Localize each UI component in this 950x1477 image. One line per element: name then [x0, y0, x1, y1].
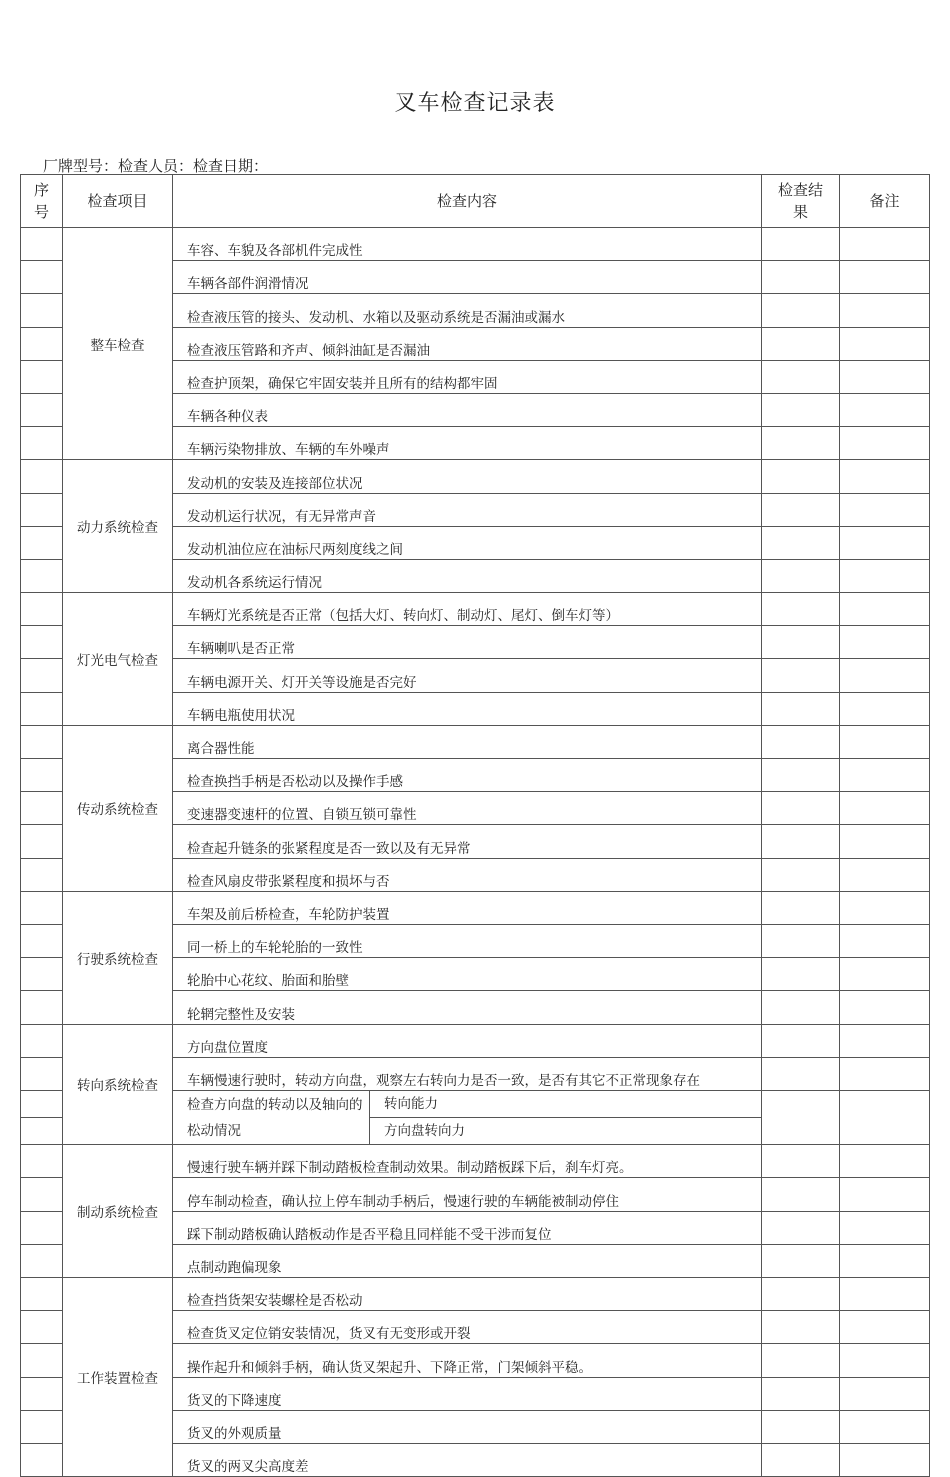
check-item: 同一桥上的车轮轮胎的一致性 — [173, 924, 762, 957]
seq-cell[interactable] — [21, 1145, 63, 1178]
note-cell[interactable] — [840, 228, 930, 261]
result-cell[interactable] — [762, 1090, 840, 1144]
seq-cell[interactable] — [21, 1278, 63, 1311]
seq-cell[interactable] — [21, 692, 63, 725]
split-sub-item: 转向能力 — [370, 1090, 762, 1117]
note-cell[interactable] — [840, 1311, 930, 1344]
note-cell[interactable] — [840, 526, 930, 559]
check-item: 检查挡货架安装螺栓是否松动 — [173, 1278, 762, 1311]
note-cell[interactable] — [840, 924, 930, 957]
seq-cell[interactable] — [21, 626, 63, 659]
category-cell: 转向系统检查 — [63, 1024, 173, 1145]
note-cell[interactable] — [840, 1057, 930, 1090]
note-cell[interactable] — [840, 659, 930, 692]
seq-cell[interactable] — [21, 1311, 63, 1344]
result-cell[interactable] — [762, 825, 840, 858]
check-item: 发动机运行状况，有无异常声音 — [173, 493, 762, 526]
note-cell[interactable] — [840, 261, 930, 294]
check-item: 车架及前后桥检查，车轮防护装置 — [173, 891, 762, 924]
note-cell[interactable] — [840, 958, 930, 991]
note-cell[interactable] — [840, 1211, 930, 1244]
category-cell: 灯光电气检查 — [63, 593, 173, 726]
seq-cell[interactable] — [21, 228, 63, 261]
note-cell[interactable] — [840, 991, 930, 1024]
note-cell[interactable] — [840, 759, 930, 792]
check-item: 发动机各系统运行情况 — [173, 559, 762, 592]
table-row — [21, 725, 930, 758]
seq-cell[interactable] — [21, 493, 63, 526]
result-cell[interactable] — [762, 692, 840, 725]
result-cell[interactable] — [762, 493, 840, 526]
table-body — [21, 228, 930, 1477]
note-cell[interactable] — [840, 1278, 930, 1311]
result-cell[interactable] — [762, 1311, 840, 1344]
note-cell[interactable] — [840, 593, 930, 626]
seq-cell[interactable] — [21, 1178, 63, 1211]
seq-cell[interactable] — [21, 891, 63, 924]
check-item: 变速器变速杆的位置、自锁互锁可靠性 — [173, 792, 762, 825]
table-row — [21, 1278, 930, 1311]
seq-cell[interactable] — [21, 659, 63, 692]
check-item: 车辆喇叭是否正常 — [173, 626, 762, 659]
result-cell[interactable] — [762, 393, 840, 426]
seq-cell[interactable] — [21, 958, 63, 991]
seq-cell[interactable] — [21, 559, 63, 592]
result-cell[interactable] — [762, 327, 840, 360]
seq-cell[interactable] — [21, 1377, 63, 1410]
note-cell[interactable] — [840, 327, 930, 360]
check-item: 慢速行驶车辆并踩下制动踏板检查制动效果。制动踏板踩下后，刹车灯亮。 — [173, 1145, 762, 1178]
result-cell[interactable] — [762, 725, 840, 758]
seq-cell[interactable] — [21, 1024, 63, 1057]
seq-cell[interactable] — [21, 792, 63, 825]
form-meta-line: 厂牌型号：检查人员：检查日期： — [43, 157, 269, 175]
table-row — [21, 1024, 930, 1057]
check-item: 检查护顶架，确保它牢固安装并且所有的结构都牢固 — [173, 360, 762, 393]
note-cell[interactable] — [840, 559, 930, 592]
note-cell[interactable] — [840, 891, 930, 924]
seq-cell[interactable] — [21, 393, 63, 426]
result-cell[interactable] — [762, 792, 840, 825]
result-cell[interactable] — [762, 294, 840, 327]
check-item: 检查货叉定位销安装情况，货叉有无变形或开裂 — [173, 1311, 762, 1344]
note-cell[interactable] — [840, 626, 930, 659]
note-cell[interactable] — [840, 427, 930, 460]
seq-cell[interactable] — [21, 991, 63, 1024]
page-title: 叉车检查记录表 — [394, 91, 556, 116]
split-item-label: 检查方向盘的转动以及轴向的松动情况 — [173, 1090, 370, 1144]
category-cell: 工作装置检查 — [63, 1278, 173, 1477]
note-cell[interactable] — [840, 1377, 930, 1410]
table-header-row — [21, 175, 930, 228]
header-result: 检查结果 — [762, 175, 840, 228]
result-cell[interactable] — [762, 1145, 840, 1178]
category-cell: 制动系统检查 — [63, 1145, 173, 1278]
table-row — [21, 228, 930, 261]
seq-cell[interactable] — [21, 1410, 63, 1443]
category-cell: 行驶系统检查 — [63, 891, 173, 1024]
result-cell[interactable] — [762, 1278, 840, 1311]
check-item: 车辆污染物排放、车辆的车外噪声 — [173, 427, 762, 460]
note-cell[interactable] — [840, 1410, 930, 1443]
seq-cell[interactable] — [21, 725, 63, 758]
header-content: 检查内容 — [173, 175, 762, 228]
seq-cell[interactable] — [21, 294, 63, 327]
check-item: 车辆慢速行驶时，转动方向盘，观察左右转向力是否一致，是否有其它不正常现象存在 — [173, 1057, 762, 1090]
result-cell[interactable] — [762, 659, 840, 692]
check-item: 停车制动检查，确认拉上停车制动手柄后，慢速行驶的车辆能被制动停住 — [173, 1178, 762, 1211]
check-item: 轮胎中心花纹、胎面和胎壁 — [173, 958, 762, 991]
table-row — [21, 1145, 930, 1178]
result-cell[interactable] — [762, 991, 840, 1024]
category-cell: 动力系统检查 — [63, 460, 173, 593]
result-cell[interactable] — [762, 1443, 840, 1476]
note-cell[interactable] — [840, 1443, 930, 1476]
check-item: 货叉的两叉尖高度差 — [173, 1443, 762, 1476]
header-note: 备注 — [840, 175, 930, 228]
result-cell[interactable] — [762, 593, 840, 626]
seq-cell[interactable] — [21, 1344, 63, 1377]
seq-cell[interactable] — [21, 1090, 63, 1117]
check-item: 检查起升链条的张紧程度是否一致以及有无异常 — [173, 825, 762, 858]
result-cell[interactable] — [762, 1244, 840, 1277]
seq-cell[interactable] — [21, 759, 63, 792]
seq-cell[interactable] — [21, 1057, 63, 1090]
check-item: 点制动跑偏现象 — [173, 1244, 762, 1277]
result-cell[interactable] — [762, 759, 840, 792]
check-item: 轮辋完整性及安装 — [173, 991, 762, 1024]
note-cell[interactable] — [840, 493, 930, 526]
seq-cell[interactable] — [21, 360, 63, 393]
note-cell[interactable] — [840, 858, 930, 891]
note-cell[interactable] — [840, 792, 930, 825]
check-item: 踩下制动踏板确认踏板动作是否平稳且同样能不受干涉而复位 — [173, 1211, 762, 1244]
split-sub-item: 方向盘转向力 — [370, 1118, 762, 1145]
note-cell[interactable] — [840, 294, 930, 327]
header-category: 检查项目 — [63, 175, 173, 228]
seq-cell[interactable] — [21, 825, 63, 858]
result-cell[interactable] — [762, 891, 840, 924]
seq-cell[interactable] — [21, 261, 63, 294]
check-item: 离合器性能 — [173, 725, 762, 758]
check-item: 检查液压管路和齐声、倾斜油缸是否漏油 — [173, 327, 762, 360]
check-item: 车辆灯光系统是否正常（包括大灯、转向灯、制动灯、尾灯、倒车灯等） — [173, 593, 762, 626]
note-cell[interactable] — [840, 1178, 930, 1211]
result-cell[interactable] — [762, 460, 840, 493]
result-cell[interactable] — [762, 958, 840, 991]
check-item: 检查液压管的接头、发动机、水箱以及驱动系统是否漏油或漏水 — [173, 294, 762, 327]
note-cell[interactable] — [840, 1090, 930, 1144]
note-cell[interactable] — [840, 725, 930, 758]
seq-cell[interactable] — [21, 1443, 63, 1476]
seq-cell[interactable] — [21, 593, 63, 626]
result-cell[interactable] — [762, 559, 840, 592]
result-cell[interactable] — [762, 924, 840, 957]
result-cell[interactable] — [762, 1057, 840, 1090]
check-item: 车辆各种仪表 — [173, 393, 762, 426]
note-cell[interactable] — [840, 1344, 930, 1377]
note-cell[interactable] — [840, 692, 930, 725]
check-item: 检查换挡手柄是否松动以及操作手感 — [173, 759, 762, 792]
seq-cell[interactable] — [21, 858, 63, 891]
category-cell: 传动系统检查 — [63, 725, 173, 891]
note-cell[interactable] — [840, 1145, 930, 1178]
result-cell[interactable] — [762, 360, 840, 393]
note-cell[interactable] — [840, 460, 930, 493]
inspection-table — [20, 174, 930, 1477]
header-seq: 序号 — [21, 175, 63, 228]
check-item: 发动机的安装及连接部位状况 — [173, 460, 762, 493]
check-item: 车辆电瓶使用状况 — [173, 692, 762, 725]
result-cell[interactable] — [762, 261, 840, 294]
seq-cell[interactable] — [21, 1118, 63, 1145]
check-item: 方向盘位置度 — [173, 1024, 762, 1057]
note-cell[interactable] — [840, 1244, 930, 1277]
check-item: 操作起升和倾斜手柄，确认货叉架起升、下降正常，门架倾斜平稳。 — [173, 1344, 762, 1377]
seq-cell[interactable] — [21, 1211, 63, 1244]
note-cell[interactable] — [840, 1024, 930, 1057]
result-cell[interactable] — [762, 1410, 840, 1443]
result-cell[interactable] — [762, 228, 840, 261]
note-cell[interactable] — [840, 393, 930, 426]
table-row — [21, 460, 930, 493]
result-cell[interactable] — [762, 427, 840, 460]
check-item: 车辆各部件润滑情况 — [173, 261, 762, 294]
result-cell[interactable] — [762, 1344, 840, 1377]
check-item: 发动机油位应在油标尺两刻度线之间 — [173, 526, 762, 559]
seq-cell[interactable] — [21, 1244, 63, 1277]
check-item: 车容、车貌及各部机件完成性 — [173, 228, 762, 261]
result-cell[interactable] — [762, 858, 840, 891]
check-item: 检查风扇皮带张紧程度和损坏与否 — [173, 858, 762, 891]
note-cell[interactable] — [840, 360, 930, 393]
result-cell[interactable] — [762, 1178, 840, 1211]
seq-cell[interactable] — [21, 327, 63, 360]
table-row — [21, 593, 930, 626]
note-cell[interactable] — [840, 825, 930, 858]
result-cell[interactable] — [762, 1211, 840, 1244]
seq-cell[interactable] — [21, 526, 63, 559]
seq-cell[interactable] — [21, 460, 63, 493]
result-cell[interactable] — [762, 1024, 840, 1057]
seq-cell[interactable] — [21, 427, 63, 460]
check-item: 货叉的外观质量 — [173, 1410, 762, 1443]
category-cell: 整车检查 — [63, 228, 173, 460]
result-cell[interactable] — [762, 1377, 840, 1410]
result-cell[interactable] — [762, 626, 840, 659]
result-cell[interactable] — [762, 526, 840, 559]
check-item: 货叉的下降速度 — [173, 1377, 762, 1410]
table-row — [21, 891, 930, 924]
seq-cell[interactable] — [21, 924, 63, 957]
check-item: 车辆电源开关、灯开关等设施是否完好 — [173, 659, 762, 692]
